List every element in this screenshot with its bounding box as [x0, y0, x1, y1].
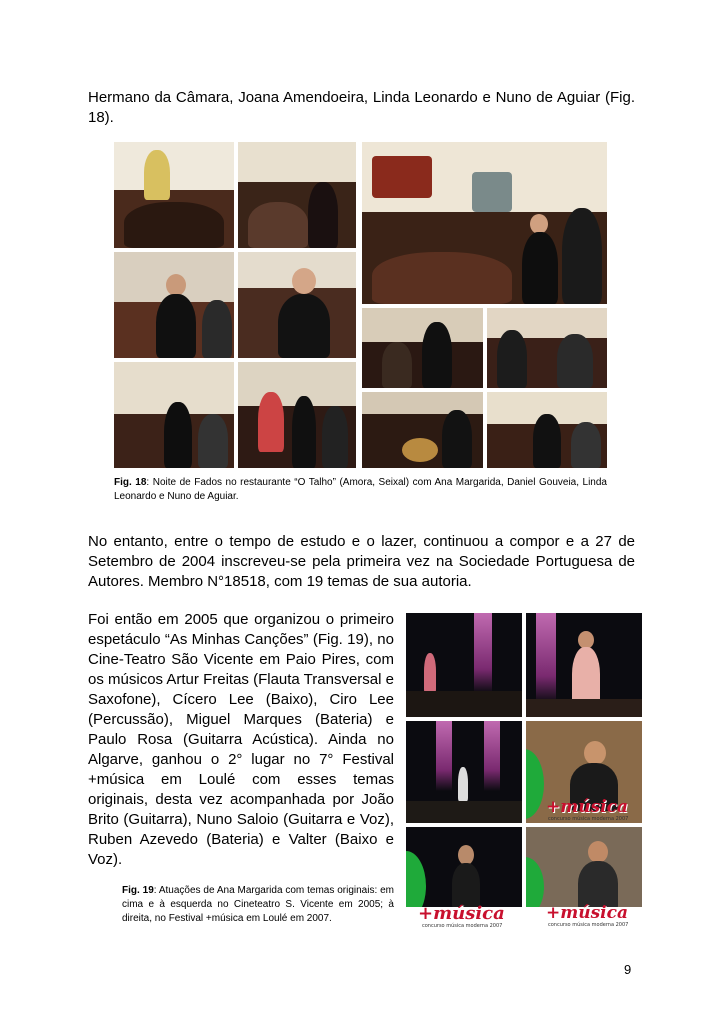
paragraph-concerts: Foi então em 2005 que organizou o primeiro espetáculo “As Minhas Canções” (Fig. 19), no Cine-Teatro São Vicente em Paio Pires, com os músicos Artur Freitas (Flauta Transversal e Saxofone), Cícero Lee (Baixo), Ciro Lee (Percussão), Miguel Marques (Bateria) e Paulo Rosa (Guitarra Acústica). Ainda no Algarve, ganhou o 2° lugar no 7° Festival +música em Loulé com esses temas originais, desta vez acompanhada por João Brito (Guitarra), Nuno Saloio (Guitarra e Voz), Ruben Azevedo (Bateria) e Valter (Baixo e Voz). — [88, 611, 394, 868]
page-number: 9 — [624, 962, 632, 977]
figure-18-caption-text: : Noite de Fados no restaurante “O Talho” (Amora, Seixal) com Ana Margarida, Daniel Gouveia, Linda Leonardo e Nuno de Aguiar. — [114, 477, 607, 502]
fado-photo-6 — [238, 362, 356, 468]
fado-photo-10 — [487, 392, 607, 468]
concert-photo-1 — [406, 613, 522, 717]
festival-logo: +música — [546, 797, 628, 817]
festival-logo-subtitle-2: concurso música moderna 2007 — [422, 923, 503, 929]
festival-logo-subtitle: concurso música moderna 2007 — [548, 816, 629, 822]
concert-photo-6 — [526, 827, 642, 929]
figure-18-label: Fig. 18 — [114, 477, 147, 488]
fado-photo-8 — [487, 308, 607, 388]
figure-19-caption — [122, 884, 394, 926]
festival-logo-subtitle-3: concurso música moderna 2007 — [548, 922, 629, 928]
concert-photo-5 — [406, 827, 522, 929]
paragraph-spa-registration: No entanto, entre o tempo de estudo e o lazer, continuou a compor e a 27 de Setembro de 2004 inscreveu-se pela primeira vez na Sociedade Portuguesa de Autores. Membro N°18518, com 19 temas de sua autoria. — [88, 533, 635, 590]
fado-photo-4 — [238, 252, 356, 358]
festival-logo-3: +música — [546, 903, 628, 923]
concert-photo-3 — [406, 721, 522, 823]
figure-19-label: Fig. 19 — [122, 885, 154, 896]
fado-photo-1 — [114, 142, 234, 248]
fado-photo-9 — [362, 392, 483, 468]
concert-photo-2 — [526, 613, 642, 717]
fado-photo-5 — [114, 362, 234, 468]
festival-logo-2: +música — [418, 903, 505, 924]
figure-19-caption-text: : Atuações de Ana Margarida com temas originais: em cima e à esquerda no Cineteatro S. Vicente em 2005; à direita, no Festival +música em Loulé em 2007. — [122, 885, 394, 924]
concert-photo-4 — [526, 721, 642, 823]
figure-18-caption — [114, 476, 607, 504]
fado-photo-large — [362, 142, 607, 304]
fado-photo-7 — [362, 308, 483, 388]
fado-photo-2 — [238, 142, 356, 248]
fado-photo-3 — [114, 252, 234, 358]
intro-paragraph: Hermano da Câmara, Joana Amendoeira, Linda Leonardo e Nuno de Aguiar (Fig. 18). — [88, 89, 635, 126]
